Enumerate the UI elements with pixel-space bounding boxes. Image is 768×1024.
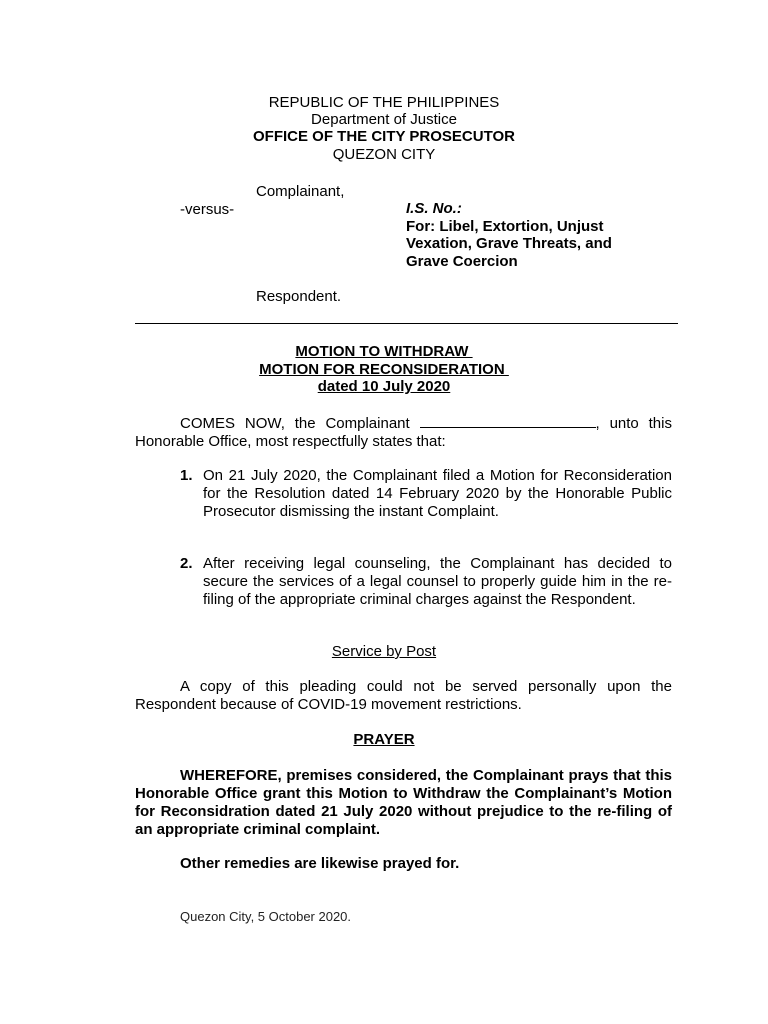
header-city: QUEZON CITY xyxy=(332,146,436,163)
list-item-text: After receiving legal counseling, the Complainant has decided to secure the services of a legal counsel to properly guide him in the re-filing of the appropriate criminal charges against the Respondent. xyxy=(203,555,672,608)
intro-paragraph xyxy=(135,414,672,451)
caption-for-line-3: Grave Coercion xyxy=(406,253,518,270)
title-line-1: MOTION TO WITHDRAW xyxy=(295,343,473,360)
header-republic: REPUBLIC OF THE PHILIPPINES xyxy=(268,94,500,111)
caption-respondent: Respondent. xyxy=(256,288,342,305)
caption-divider xyxy=(135,323,678,324)
caption-for-line-2: Vexation, Grave Threats, and xyxy=(406,235,612,252)
header-department: Department of Justice xyxy=(311,111,457,128)
list-item-number: 2. xyxy=(180,555,193,572)
header-office: OFFICE OF THE CITY PROSECUTOR xyxy=(253,128,515,145)
caption-is-no: I.S. No.: xyxy=(406,200,462,217)
caption-versus: -versus- xyxy=(180,201,235,218)
prayer-paragraph: WHEREFORE, premises considered, the Complainant prays that this Honorable Office grant this Motion to Withdraw the Complainant’s Motion for Reconsidration dated 21 July 2020 without prejudice to the re-filing of an appropriate criminal complaint. xyxy=(135,767,672,838)
service-heading: Service by Post xyxy=(331,643,437,660)
title-line-2: MOTION FOR RECONSIDERATION xyxy=(259,361,509,378)
service-paragraph: A copy of this pleading could not be served personally upon the Respondent because of COVID-19 movement restrictions. xyxy=(135,678,672,713)
caption-for-line-1: For: Libel, Extortion, Unjust xyxy=(406,218,604,235)
list-item-number: 1. xyxy=(180,467,193,484)
caption-complainant: Complainant, xyxy=(256,183,345,200)
intro-text-1: COMES NOW, the Complainant xyxy=(180,415,420,432)
other-remedies: Other remedies are likewise prayed for. xyxy=(180,855,460,872)
place-and-date: Quezon City, 5 October 2020. xyxy=(180,909,352,924)
intro-text-2: , unto this Honorable Office, most respectfully states that: xyxy=(135,415,672,450)
complainant-name-blank xyxy=(420,414,596,428)
title-line-3: dated 10 July 2020 xyxy=(317,378,451,395)
prayer-heading: PRAYER xyxy=(353,731,415,748)
list-item-text: On 21 July 2020, the Complainant filed a Motion for Reconsideration for the Resolution dated 14 February 2020 by the Honorable Public Prosecutor dismissing the instant Complaint. xyxy=(203,467,672,520)
